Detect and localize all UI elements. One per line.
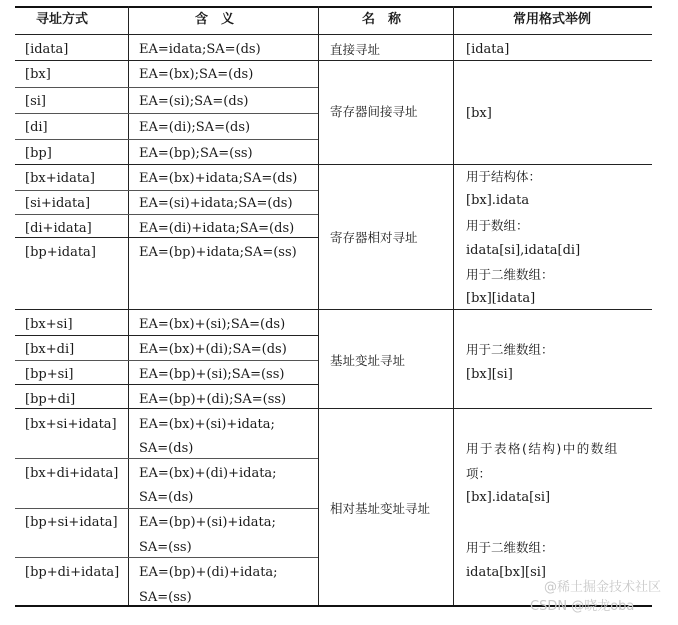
meaning-cell: SA=(ds) <box>139 441 194 456</box>
mode-cell: [bp+idata] <box>25 245 96 260</box>
watermark-csdn: CSDN @晓龙oba <box>530 599 635 614</box>
meaning-cell: EA=(bx)+(si);SA=(ds) <box>139 317 286 332</box>
mode-cell: [bp+si+idata] <box>25 515 118 530</box>
meaning-cell: EA=(bp)+(di);SA=(ss) <box>139 392 287 407</box>
mode-cell: [bp+di+idata] <box>25 565 120 580</box>
row-rule <box>15 360 318 361</box>
meaning-cell: EA=(si);SA=(ds) <box>139 94 249 109</box>
mode-cell: [bp+si] <box>25 367 74 382</box>
header-bottom-rule <box>15 34 652 35</box>
mode-cell: [di+idata] <box>25 221 92 236</box>
header-meaning: 含 义 <box>195 12 235 27</box>
example-line: 用于二维数组： <box>466 540 554 555</box>
mode-cell: [si] <box>25 94 46 109</box>
example-line: 用于结构体： <box>466 169 542 184</box>
example-line: [bx].idata <box>466 193 530 208</box>
mode-cell: [bx+si+idata] <box>25 417 117 432</box>
column-divider-3 <box>453 6 454 606</box>
example-line: 项： <box>466 466 492 481</box>
example-line: 用于表格(结构)中的数组 <box>466 441 619 456</box>
meaning-cell: SA=(ds) <box>139 490 194 505</box>
group-rule <box>15 309 652 310</box>
group-name-register-indirect: 寄存器间接寻址 <box>330 104 418 119</box>
row-rule <box>15 87 318 88</box>
example-line: [bx] <box>466 106 492 121</box>
mode-cell: [bp] <box>25 146 52 161</box>
meaning-cell: EA=(bx);SA=(ds) <box>139 67 254 82</box>
meaning-cell: EA=(bp)+(si)+idata; <box>139 515 276 530</box>
example-line: [bx].idata[si] <box>466 490 551 505</box>
group-rule <box>15 60 652 61</box>
column-divider-2 <box>318 6 319 606</box>
mode-cell: [di] <box>25 120 48 135</box>
row-rule <box>15 384 318 385</box>
meaning-cell: SA=(ss) <box>139 590 192 605</box>
header-name: 名 称 <box>362 12 402 27</box>
example-line: [bx][idata] <box>466 291 536 306</box>
meaning-cell: EA=(bp);SA=(ss) <box>139 146 253 161</box>
mode-cell: [bx+idata] <box>25 171 95 186</box>
group-name-direct: 直接寻址 <box>330 42 381 57</box>
mode-cell: [si+idata] <box>25 196 91 211</box>
example-line: 用于数组： <box>466 218 529 233</box>
row-rule <box>15 458 318 459</box>
mode-cell: [bx+di+idata] <box>25 466 119 481</box>
watermark-juejin: @稀土掘金技术社区 <box>544 580 662 595</box>
row-rule <box>15 139 318 140</box>
example-line: 用于二维数组： <box>466 342 554 357</box>
meaning-cell: EA=(bp)+(si);SA=(ss) <box>139 367 285 382</box>
row-rule <box>15 113 318 114</box>
row-rule <box>15 557 318 558</box>
column-divider-1 <box>128 6 129 606</box>
mode-cell: [bp+di] <box>25 392 76 407</box>
meaning-cell: EA=(bx)+idata;SA=(ds) <box>139 171 298 186</box>
row-rule <box>15 190 318 191</box>
meaning-cell: EA=idata;SA=(ds) <box>139 42 261 57</box>
meaning-cell: EA=(bx)+(si)+idata; <box>139 417 275 432</box>
group-name-register-relative: 寄存器相对寻址 <box>330 230 418 245</box>
row-rule <box>15 508 318 509</box>
table-top-rule <box>15 6 652 8</box>
group-rule <box>15 408 652 409</box>
row-rule <box>15 237 318 238</box>
group-rule <box>15 164 652 165</box>
group-name-base-index: 基址变址寻址 <box>330 353 406 368</box>
group-name-relative-base-index: 相对基址变址寻址 <box>330 501 431 516</box>
meaning-cell: EA=(bp)+(di)+idata; <box>139 565 278 580</box>
meaning-cell: EA=(bp)+idata;SA=(ss) <box>139 245 297 260</box>
meaning-cell: EA=(si)+idata;SA=(ds) <box>139 196 293 211</box>
meaning-cell: EA=(di);SA=(ds) <box>139 120 251 135</box>
mode-cell: [bx] <box>25 67 51 82</box>
row-rule <box>15 214 318 215</box>
meaning-cell: EA=(bx)+(di)+idata; <box>139 466 277 481</box>
example-line: [bx][si] <box>466 367 513 382</box>
meaning-cell: EA=(di)+idata;SA=(ds) <box>139 221 295 236</box>
mode-cell: [idata] <box>25 42 69 57</box>
mode-cell: [bx+di] <box>25 342 75 357</box>
row-rule <box>15 335 318 336</box>
example-line: 用于二维数组： <box>466 267 554 282</box>
mode-cell: [bx+si] <box>25 317 73 332</box>
header-addressing-mode: 寻址方式 <box>36 12 89 27</box>
meaning-cell: SA=(ss) <box>139 540 192 555</box>
header-example: 常用格式举例 <box>513 12 592 27</box>
meaning-cell: EA=(bx)+(di);SA=(ds) <box>139 342 287 357</box>
example-line: idata[bx][si] <box>466 565 546 580</box>
example-line: [idata] <box>466 42 510 57</box>
example-line: idata[si],idata[di] <box>466 243 581 258</box>
